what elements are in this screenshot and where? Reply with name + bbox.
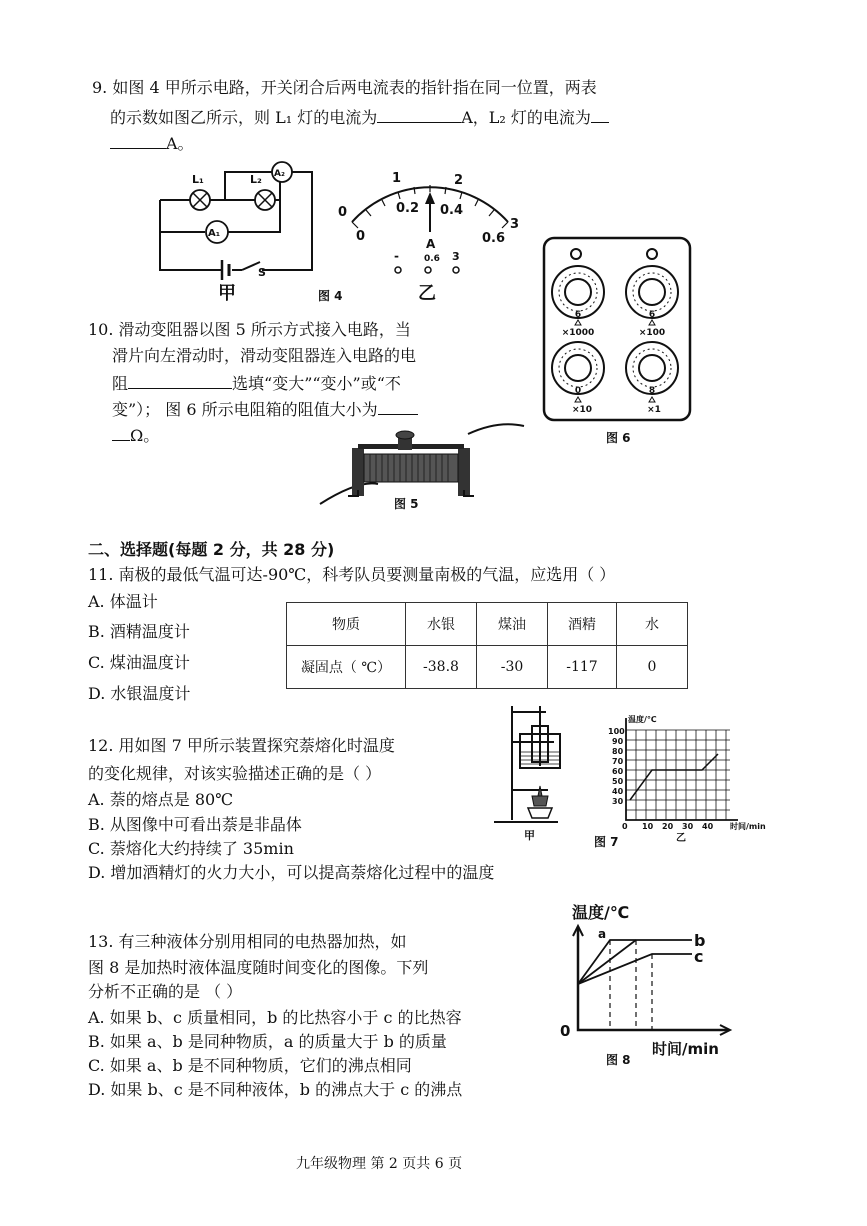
fig7-xtick: 30 [682,822,694,831]
fig8-series-b: b [694,931,706,950]
fig7-caption: 图 7 [594,835,619,849]
fig4-terminal-06: 0.6 [424,254,440,264]
q10-line3 [112,372,401,394]
fig4-ammeter [330,162,530,280]
q13-line2: 图 8 是加热时液体温度随时间变化的图像。下列 [88,958,429,977]
q9-blank-1[interactable] [377,106,461,123]
fig7-jia: 甲 [524,829,535,842]
table-header-cell: 水 [617,603,688,646]
fig7-ytick: 100 [608,727,625,736]
q11-stem: 11. 南极的最低气温可达-90℃，科考队员要测量南极的气温，应选用（ ） [88,565,616,584]
fig8-ylabel: 温度/℃ [572,903,630,922]
fig7-ytick: 30 [612,797,624,806]
table-row [287,646,688,689]
fig5-rheostat [318,420,528,516]
fig7-yi: 乙 [676,833,686,844]
table-header-cell: 酒精 [548,603,617,646]
section-2-title: 二、选择题(每题 2 分，共 28 分) [88,540,335,559]
fig6-mult-1: ×1 [647,405,661,415]
q10-blank-2b[interactable] [112,424,130,441]
fig8-series-c: c [694,947,704,966]
fig7-ytick: 70 [612,757,624,766]
q9-blank-2b[interactable] [110,132,166,149]
fig7-apparatus [488,700,578,830]
q12-option-b[interactable]: B. 从图像中可看出萘是非晶体 [88,815,302,834]
q11-option-c[interactable]: C. 煤油温度计 [88,653,190,672]
fig8-graph [552,902,742,1072]
fig4-label-L2: L₂ [250,173,262,186]
fig8-xlabel: 时间/min [652,1040,719,1058]
q12-option-c[interactable]: C. 萘熔化大约持续了 35min [88,839,294,858]
fig7-xtick: 20 [662,822,674,831]
q9-line2a: 的示数如图乙所示，则 L₁ 灯的电流为 [110,108,378,127]
q12-line1: 12. 用如图 7 甲所示装置探究萘熔化时温度 [88,736,395,755]
q12-option-d[interactable]: D. 增加酒精灯的火力大小，可以提高萘熔化过程中的温度 [88,863,495,882]
q10-line5 [112,424,159,446]
q11-option-d[interactable]: D. 水银温度计 [88,684,191,703]
table-header-cell: 物质 [287,603,406,646]
fig4-tick-bottom-3: 0.6 [482,231,506,246]
q13-line1: 13. 有三种液体分别用相同的电热器加热，如 [88,932,407,951]
freezing-point-table [286,602,688,689]
fig6-dial-100-value: 6 [648,310,656,320]
q13-option-d[interactable]: D. 如果 b、c 是不同种液体，b 的沸点大于 c 的沸点 [88,1080,463,1099]
fig4-yi: 乙 [418,283,436,304]
fig4-jia: 甲 [218,283,236,304]
fig7-xlabel: 时间/min [730,822,766,831]
q10-line1: 10. 滑动变阻器以图 5 所示方式接入电路，当 [88,320,411,339]
fig4-tick-bottom-2: 0.4 [440,203,464,218]
q9-line3-text: A。 [166,134,194,153]
fig7-xtick: 10 [642,822,654,831]
fig4-label-L1: L₁ [192,173,204,186]
fig4-terminal-3: 3 [452,250,460,263]
fig6-resistance-box [542,236,692,422]
fig4-tick-bottom-0: 0 [356,229,366,244]
q9-blank-2a[interactable] [591,106,609,123]
fig6-dial-1000-value: 6 [574,310,582,320]
table-cell: -38.8 [406,646,477,689]
fig7-graph [606,712,784,844]
q10-line2: 滑片向左滑动时，滑动变阻器连入电路的电 [112,346,417,365]
q10-line3b: 选填“变大”“变小”或“不 [232,374,401,393]
table-cell: -117 [548,646,617,689]
fig4-tick-top-2: 2 [454,173,464,188]
fig7-ytick: 90 [612,737,624,746]
fig5-caption: 图 5 [394,497,419,511]
fig8-caption: 图 8 [606,1053,631,1067]
fig4-meter-unit: A [426,237,436,251]
q10-blank-1[interactable] [128,372,232,389]
q10-line5-text: Ω。 [130,426,160,445]
fig4-tick-top-3: 3 [510,217,520,232]
table-header-cell: 水银 [406,603,477,646]
fig6-mult-10: ×10 [571,405,593,415]
fig4-tick-top-0: 0 [338,205,348,220]
q9-line1: 9. 如图 4 甲所示电路，开关闭合后两电流表的指针指在同一位置，两表 [92,78,597,97]
fig7-ytick: 80 [612,747,624,756]
fig7-xtick: 0 [622,822,628,831]
fig4-caption: 图 4 [318,289,343,303]
fig7-ytick: 50 [612,777,624,786]
fig7-ytick: 40 [612,787,624,796]
table-header-row [287,603,688,646]
q11-option-a[interactable]: A. 体温计 [88,592,158,611]
table-cell: 0 [617,646,688,689]
q9-line2 [110,106,609,128]
fig6-dial-10-value: 0 [574,386,582,396]
q11-option-b[interactable]: B. 酒精温度计 [88,622,190,641]
q12-line2: 的变化规律，对该实验描述正确的是（ ） [88,764,382,783]
fig6-mult-1000: ×1000 [561,328,595,338]
q9-line2b: A，L₂ 灯的电流为 [461,108,591,127]
fig7-ylabel: 温度/℃ [628,715,657,724]
table-cell: -30 [477,646,548,689]
q12-option-a[interactable]: A. 萘的熔点是 80℃ [88,790,234,809]
table-cell: 凝固点（ ℃） [287,646,406,689]
q10-line4-text: 变”）； 图 6 所示电阻箱的阻值大小为 [112,400,378,419]
fig4-tick-top-1: 1 [392,171,402,186]
q10-line4 [112,398,418,420]
q13-option-c[interactable]: C. 如果 a、b 是不同种物质，它们的沸点相同 [88,1056,412,1075]
fig8-series-a: a [598,927,607,941]
fig4-circuit [150,150,330,310]
fig6-dial-1-value: 8 [648,386,656,396]
fig4-terminal-neg: - [394,249,399,263]
q13-option-b[interactable]: B. 如果 a、b 是同种物质，a 的质量大于 b 的质量 [88,1032,447,1051]
fig7-xtick: 40 [702,822,714,831]
fig4-label-A2: A₂ [274,169,285,179]
fig6-caption: 图 6 [606,431,631,445]
fig8-origin: 0 [560,1022,571,1040]
q13-option-a[interactable]: A. 如果 b、c 质量相同，b 的比热容小于 c 的比热容 [88,1008,462,1027]
q10-blank-2a[interactable] [378,398,418,415]
page-footer: 九年级物理 第 2 页共 6 页 [296,1156,463,1172]
fig4-label-A1: A₁ [208,228,221,239]
q10-line3a: 阻 [112,374,129,393]
fig6-mult-100: ×100 [638,328,666,338]
fig4-label-S: S [258,266,266,279]
q13-line3: 分析不正确的是 （ ） [88,982,243,1001]
fig4-tick-bottom-1: 0.2 [396,201,420,216]
fig7-ytick: 60 [612,767,624,776]
table-header-cell: 煤油 [477,603,548,646]
